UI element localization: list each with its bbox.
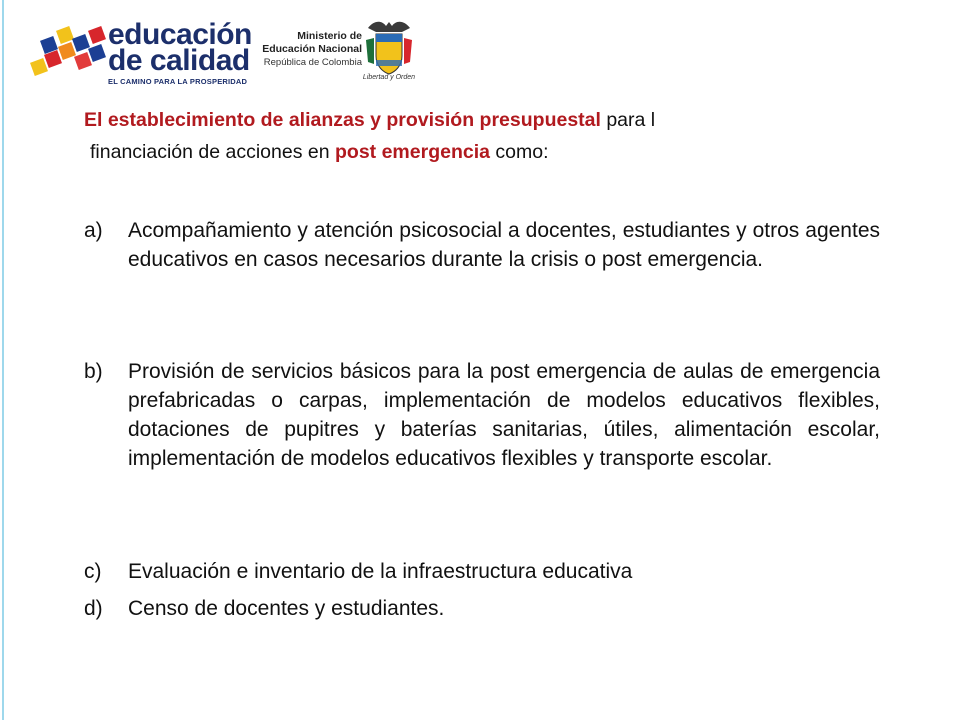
- list-item: [84, 216, 880, 274]
- list-item-text: Evaluación e inventario de la infraestructura educativa: [128, 560, 633, 583]
- list-item-text: Provisión de servicios básicos para la post emergencia de aulas de emergencia prefabricadas o carpas, implementación de modelos educativos flexibles, dotaciones de pupitres y baterías sanitarias, útiles, alimentación escolar, implementación de modelos educativos flexibles y transporte escolar.: [128, 360, 880, 470]
- logo-wordmark: [108, 18, 252, 86]
- intro-text-1: para l: [600, 109, 656, 131]
- intro-highlight-2: post emergencia: [335, 141, 490, 163]
- intro-text-3: como:: [489, 141, 549, 163]
- list-item-letter: d): [84, 597, 103, 620]
- slide-left-border: [2, 0, 4, 720]
- ministry-label: [262, 30, 362, 69]
- list-item: [84, 594, 880, 623]
- ministry-line2: Educación Nacional: [262, 43, 362, 55]
- educacion-de-calidad-logo: [30, 18, 252, 86]
- list-item-text: Censo de docentes y estudiantes.: [128, 597, 445, 620]
- list-item-letter: c): [84, 560, 102, 583]
- logo-line1: educación: [108, 18, 252, 51]
- ministry-line3: República de Colombia: [263, 57, 362, 68]
- intro-paragraph: [84, 104, 884, 168]
- crest-motto: Libertad y Orden: [362, 74, 416, 81]
- intro-line-2: [84, 136, 884, 168]
- colored-cubes-icon: [30, 24, 110, 80]
- list-item-letter: a): [84, 219, 103, 242]
- ministry-line1: Ministerio de: [297, 30, 362, 42]
- list-item: [84, 557, 880, 586]
- list-item-text: Acompañamiento y atención psicosocial a docentes, estudiantes y otros agentes educativos en casos necesarios durante la crisis o post emergencia.: [128, 219, 880, 271]
- logo-line2: de calidad: [108, 44, 250, 77]
- logo-tagline: EL CAMINO PARA LA PROSPERIDAD: [108, 77, 248, 86]
- intro-line-1: [84, 104, 884, 136]
- list-item: [84, 357, 880, 473]
- intro-text-2: financiación de acciones en: [90, 141, 335, 163]
- list-item-letter: b): [84, 360, 103, 383]
- intro-highlight-1: El establecimiento de alianzas y provisión presupuestal: [84, 109, 601, 131]
